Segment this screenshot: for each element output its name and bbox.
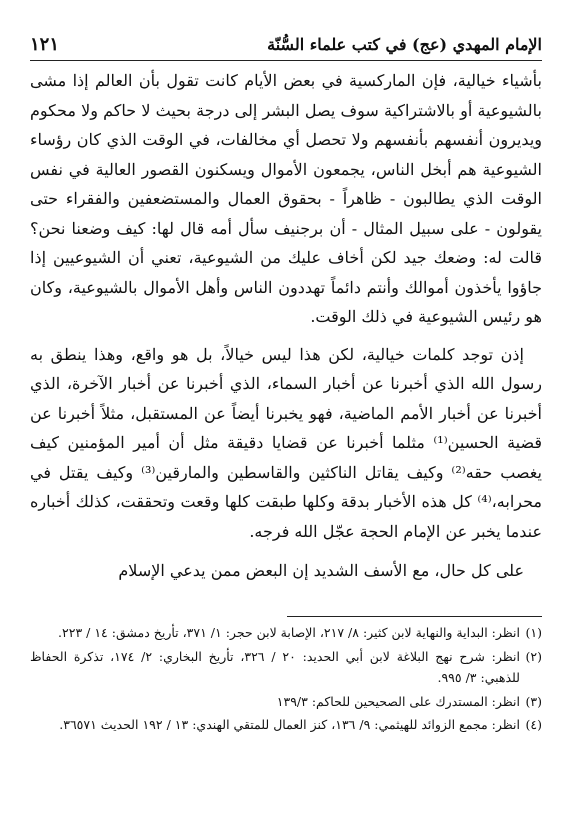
footnote-text: انظر: مجمع الزوائد للهيثمي: ٩/ ١٣٦، كنز العمال للمتقي الهندي: ١٣ / ١٩٢ الحديث ٣٦٥٧١. bbox=[59, 717, 520, 732]
running-title: الإمام المهدي (عج) في كتب علماء السُّنّة bbox=[267, 34, 542, 54]
footnote-divider bbox=[287, 616, 542, 617]
footnotes bbox=[30, 622, 542, 738]
footnote bbox=[30, 691, 542, 713]
footnote-marker: (٤) bbox=[525, 717, 542, 732]
main-text bbox=[30, 66, 542, 586]
footnote-marker: (١) bbox=[525, 625, 542, 640]
footnote-text: انظر: البداية والنهاية لابن كثير: ٨/ ٢١٧، الإصابة لابن حجر: ١/ ٣٧١، تأريخ دمشق: ١٤ / ٢٢٣. bbox=[58, 625, 520, 640]
footnote bbox=[30, 622, 542, 644]
footnote-text: انظر: شرح نهج البلاغة لابن أبي الحديد: ٢٠ / ٣٢٦، تأريخ البخاري: ٢/ ١٧٤، تذكرة الحفاظ للذهبي: ٣/ ٩٩٥. bbox=[30, 648, 520, 685]
paragraph: إذن توجد كلمات خيالية، لكن هذا ليس خيالاً، بل هو واقع، وهذا ينطق به رسول الله الذي أخبرنا عن أخبار السماء، الذي أخبرنا عن أخبار الآخرة، الذي أخبرنا عن أخبار الأمم الماضية، فهو يخبرنا أيضاً عن المستقبل، مثلاً أخبرنا عن قضية الحسين⁽¹⁾ مثلما أخبرنا عن قضايا دقيقة مثل أن أمير المؤمنين كيف يغصب حقه⁽²⁾ وكيف يقاتل الناكثين والقاسطين والمارقين⁽³⁾ وكيف يقتل في محرابه،⁽⁴⁾ كل هذه الأخبار بدقة وكلها طبقت كلها وقعت وتحققت، كذلك أخباره عندما يخبر عن الإمام الحجة عجّل الله فرجه. bbox=[30, 344, 542, 541]
footnote-marker: (٣) bbox=[525, 693, 542, 709]
page-header bbox=[30, 28, 542, 61]
paragraph: على كل حال، مع الأسف الشديد إن البعض ممن يدعي الإسلام bbox=[118, 561, 524, 580]
footnote-marker: (٢) bbox=[525, 648, 542, 664]
footnote-text: انظر: المستدرك على الصحيحين للحاكم: ١٣٩/٣ bbox=[276, 693, 520, 709]
footnote bbox=[30, 646, 542, 689]
footnote bbox=[30, 714, 542, 736]
page-number: ١٢١ bbox=[30, 33, 60, 55]
paragraph: بأشياء خيالية، فإن الماركسية في بعض الأيام كانت تقول بأن العالم إذا مشى بالشيوعية أو بالاشتراكية سوف يصل البشر إلى درجة بحيث لا حاكم ولا محكوم ويديرون أنفسهم بأنفسهم ولا تحصل أي مخالفات، في الوقت الذي كان رؤساء الشيوعية هم أبخل الناس، يجمعون الأموال ويسكنون القصور العالية في نفس الوقت الذي يطالبون - ظاهراً - بحقوق العمال والمستضعفين والفقراء حتى يقولون - على سبيل المثال - أن برجنيف سأل أمه قال لها: كيف وضعنا نحن؟ قالت له: وضعك جيد لكن أخاف عليك من الشيوعية، تعني أن الشيوعيين إذا جاؤوا يأخذون أموالك وأنتم دائماً تهددون الناس وأهل الأموال بالشيوعية، وكان هو رئيس الشيوعية في ذلك الوقت. bbox=[30, 71, 542, 326]
